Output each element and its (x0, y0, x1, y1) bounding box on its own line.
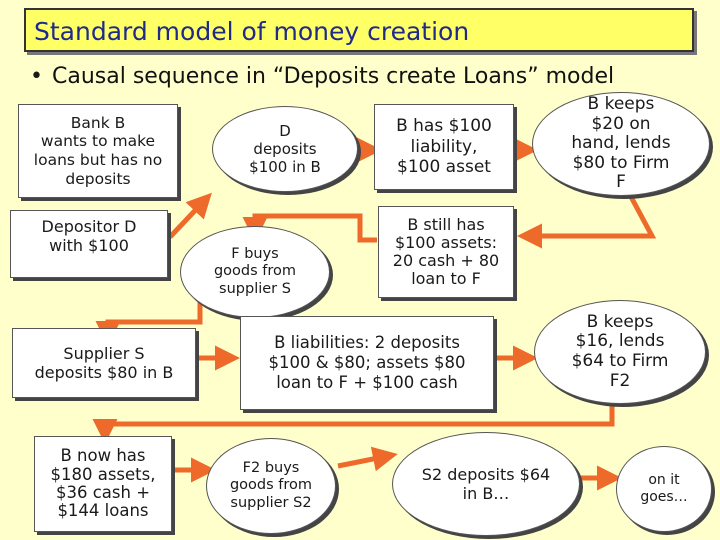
arrow-f2-to-s2 (338, 456, 388, 466)
node-b-now-has (34, 436, 172, 532)
node-s2-deposits-text: S2 deposits $64 in B… (421, 464, 551, 503)
node-on-it-goes (616, 446, 712, 532)
bullet-text: Causal sequence in “Deposits create Loans” model (52, 64, 615, 89)
node-d-deposits-text: D deposits $100 in B (249, 122, 321, 176)
node-b-still-has-text: B still has $100 assets: 20 cash + 80 loan to F (392, 215, 500, 288)
node-b-liability-text: B has $100 liability, $100 asset (396, 116, 492, 178)
node-b-now-has-text: B now has $180 assets, $36 cash + $144 loans (50, 446, 156, 521)
node-on-it-goes-text: on it goes… (640, 472, 688, 505)
node-bank-b (18, 104, 178, 198)
bullet-dot-icon: • (30, 64, 43, 89)
node-b-liability (374, 104, 514, 190)
node-depositor-d (10, 210, 168, 278)
node-b-keeps-20-text: B keeps $20 on hand, lends $80 to Firm F (571, 94, 671, 193)
node-f2-buys-text: F2 buys goods from supplier S2 (229, 459, 313, 511)
node-depositor-d-text: Depositor D with $100 (41, 217, 137, 256)
arrow-depositor-to-d (170, 200, 205, 237)
node-b-still-has (378, 206, 514, 298)
node-s2-deposits (392, 432, 580, 536)
node-f-buys-text: F buys goods from supplier S (213, 245, 297, 297)
node-b-liabilities (240, 316, 494, 410)
node-d-deposits (212, 106, 358, 192)
node-b-keeps-16 (534, 300, 706, 404)
slide-title: Standard model of money creation (34, 17, 470, 46)
node-supplier-s (12, 328, 196, 398)
node-bank-b-text: Bank B wants to make loans but has no deposits (33, 113, 163, 188)
node-b-keeps-20 (532, 92, 710, 196)
node-b-keeps-16-text: B keeps $16, lends $64 to Firm F2 (571, 311, 669, 391)
node-f2-buys (206, 438, 336, 534)
node-supplier-s-text: Supplier S deposits $80 in B (34, 343, 174, 382)
node-b-liabilities-text: B liabilities: 2 deposits $100 & $80; assets $80 loan to F + $100 cash (268, 333, 466, 392)
node-f-buys (180, 226, 330, 318)
